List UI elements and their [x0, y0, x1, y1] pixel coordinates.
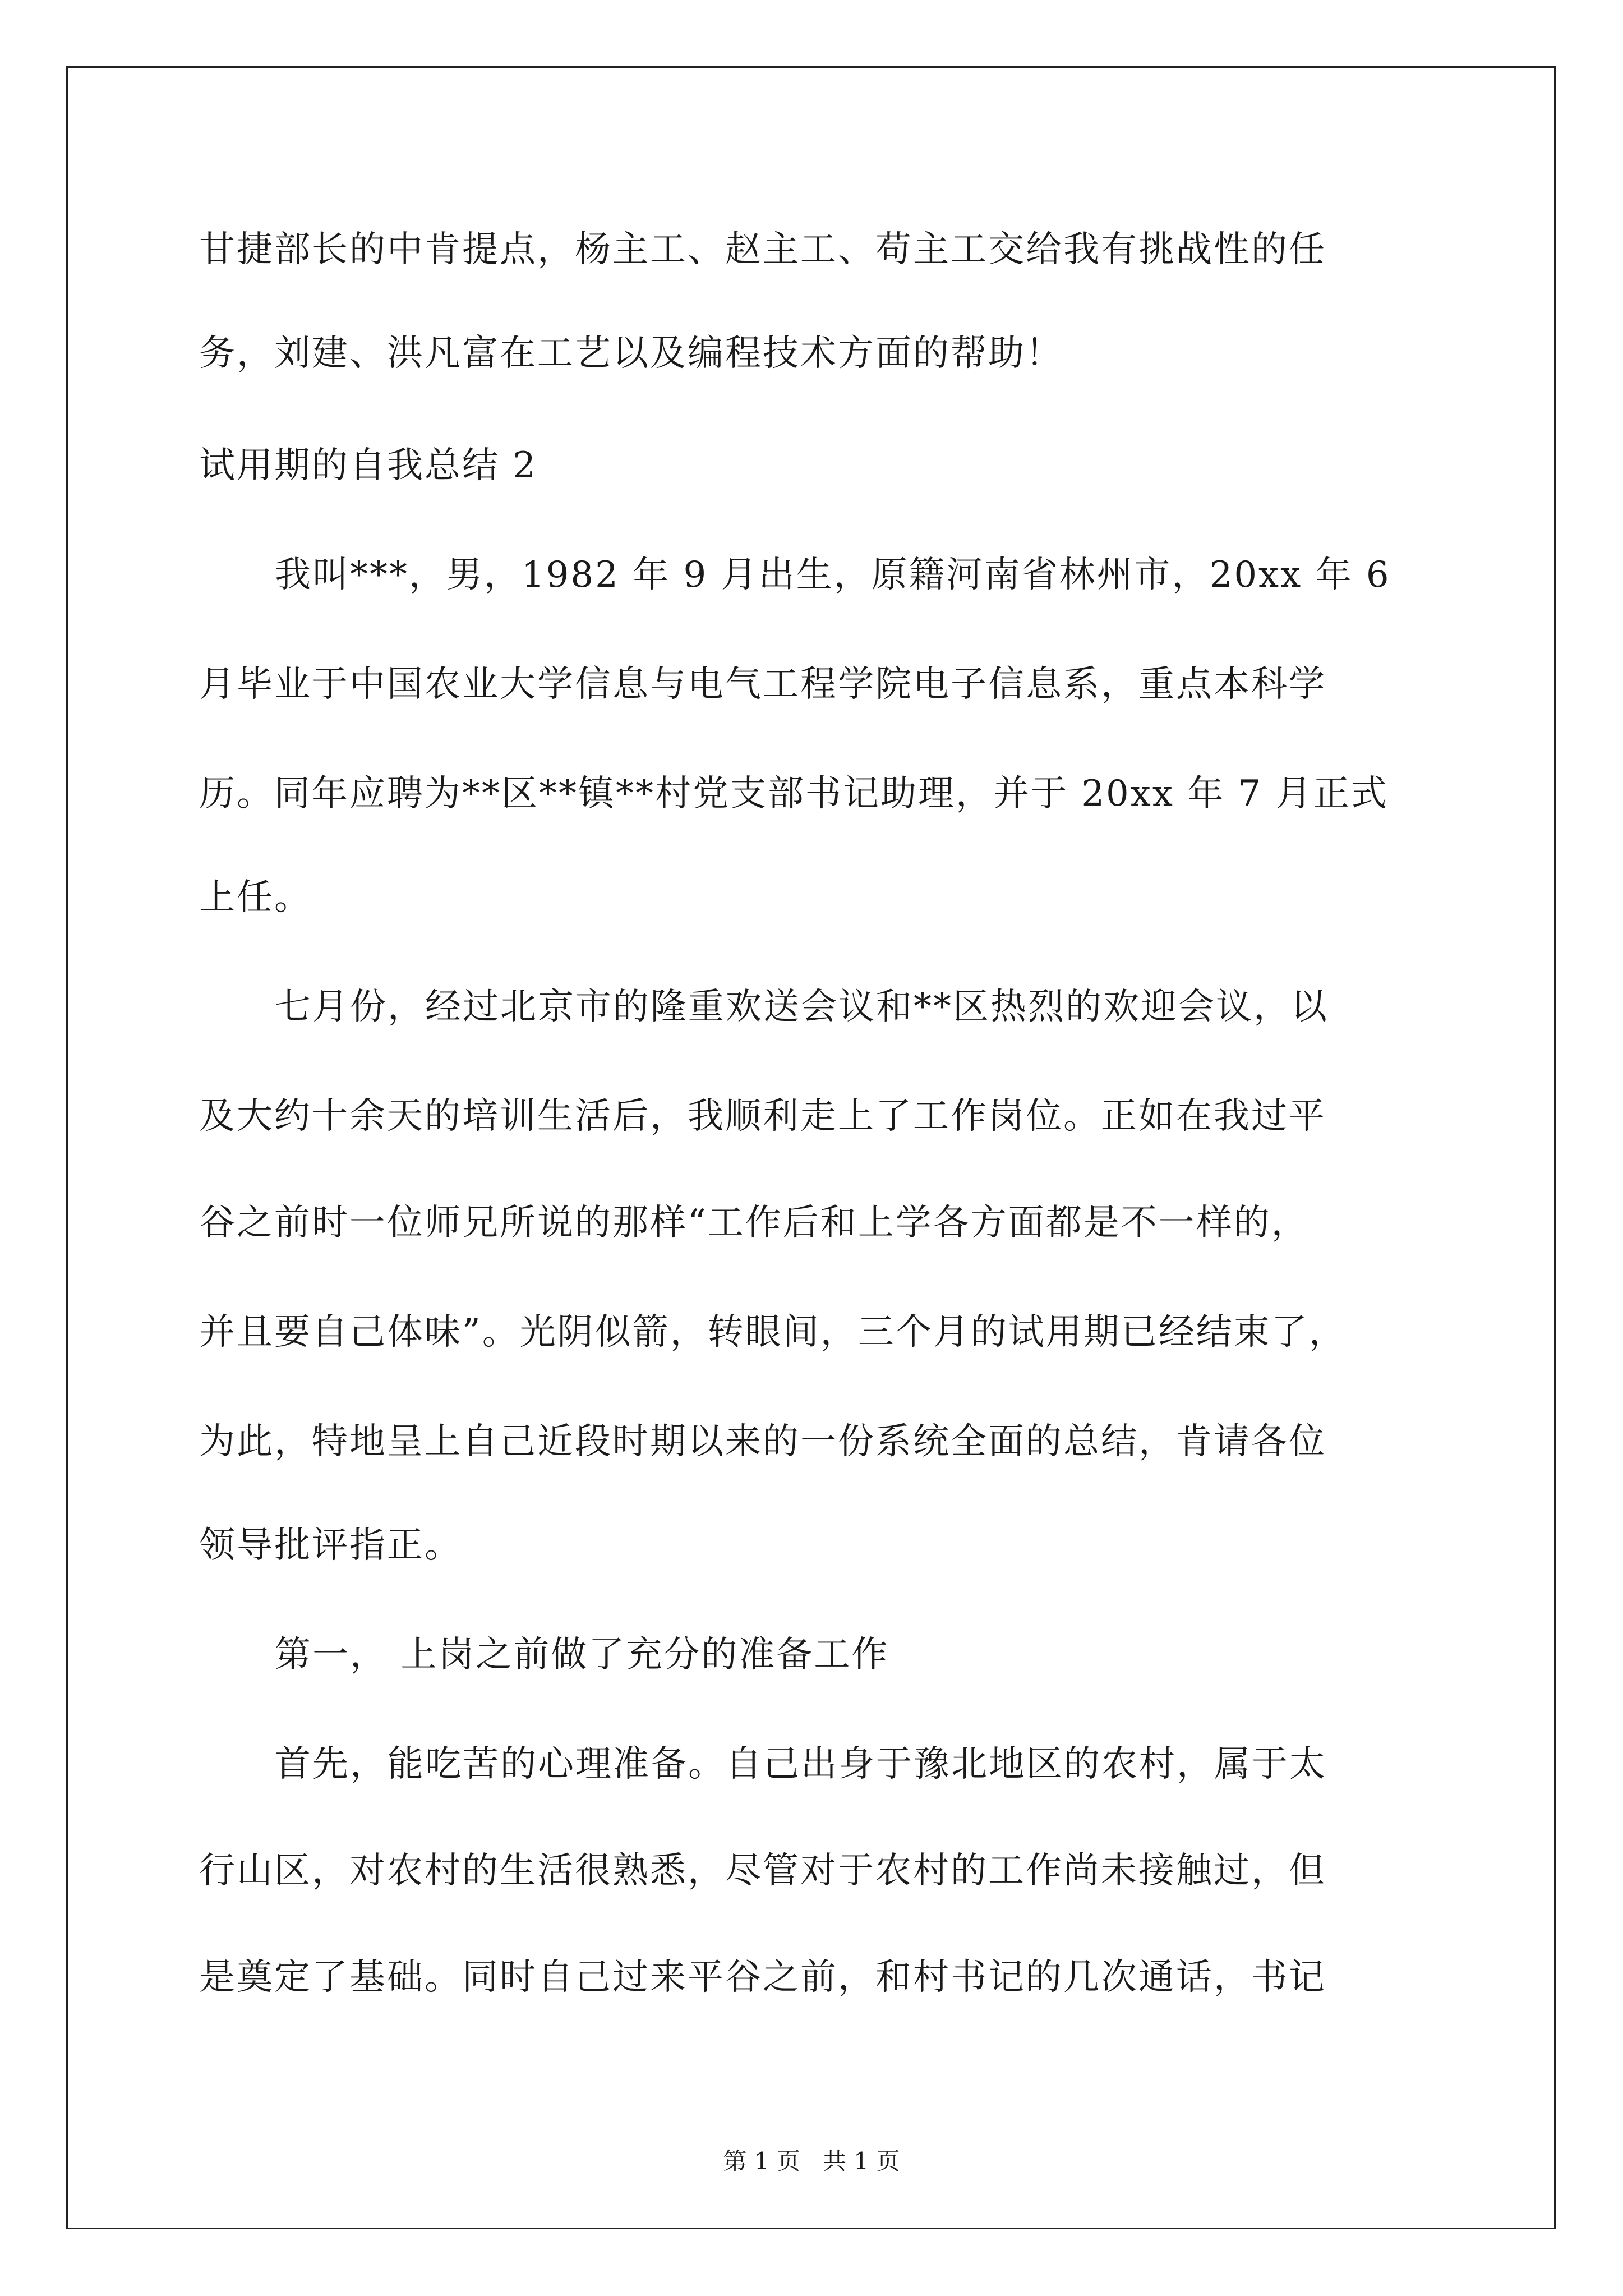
body-text-line: 行山区，对农村的生活很熟悉，尽管对于农村的工作尚未接触过，但 [199, 1850, 1326, 1892]
body-text-line: 上任。 [199, 877, 312, 918]
page-border [66, 66, 1556, 2229]
body-text-line: 是奠定了基础。同时自己过来平谷之前，和村书记的几次通话，书记 [199, 1957, 1326, 1998]
body-text-line: 首先，能吃苦的心理准备。自己出身于豫北地区的农村，属于太 [275, 1743, 1327, 1785]
body-text-line: 并且要自己体味”。光阴似箭，转眼间，三个月的试用期已经结束了， [199, 1312, 1347, 1353]
body-text-line: 甘捷部长的中肯提点，杨主工、赵主工、苟主工交给我有挑战性的任 [199, 229, 1326, 270]
body-text-line: 我叫***，男，1982 年 9 月出生，原籍河南省林州市，20xx 年 6 [275, 554, 1391, 596]
body-text-line: 及大约十余天的培训生活后，我顺利走上了工作岗位。正如在我过平 [199, 1096, 1326, 1137]
section-heading: 试用期的自我总结 2 [199, 445, 538, 486]
body-text-line: 七月份，经过北京市的隆重欢送会议和**区热烈的欢迎会议，以 [275, 986, 1329, 1028]
subsection-heading: 第一， 上岗之前做了充分的准备工作 [275, 1634, 889, 1676]
body-text-line: 谷之前时一位师兄所说的那样“工作后和上学各方面都是不一样的， [199, 1202, 1309, 1244]
body-text-line: 务，刘建、洪凡富在工艺以及编程技术方面的帮助！ [199, 333, 1063, 374]
body-text-line: 历。同年应聘为**区**镇**村党支部书记助理，并于 20xx 年 7 月正式 [199, 773, 1389, 815]
body-text-line: 领导批评指正。 [199, 1525, 462, 1566]
body-text-line: 为此，特地呈上自己近段时期以来的一份系统全面的总结，肯请各位 [199, 1421, 1326, 1462]
page-footer: 第 1 页 共 1 页 [723, 2147, 900, 2175]
body-text-line: 月毕业于中国农业大学信息与电气工程学院电子信息系，重点本科学 [199, 664, 1326, 705]
